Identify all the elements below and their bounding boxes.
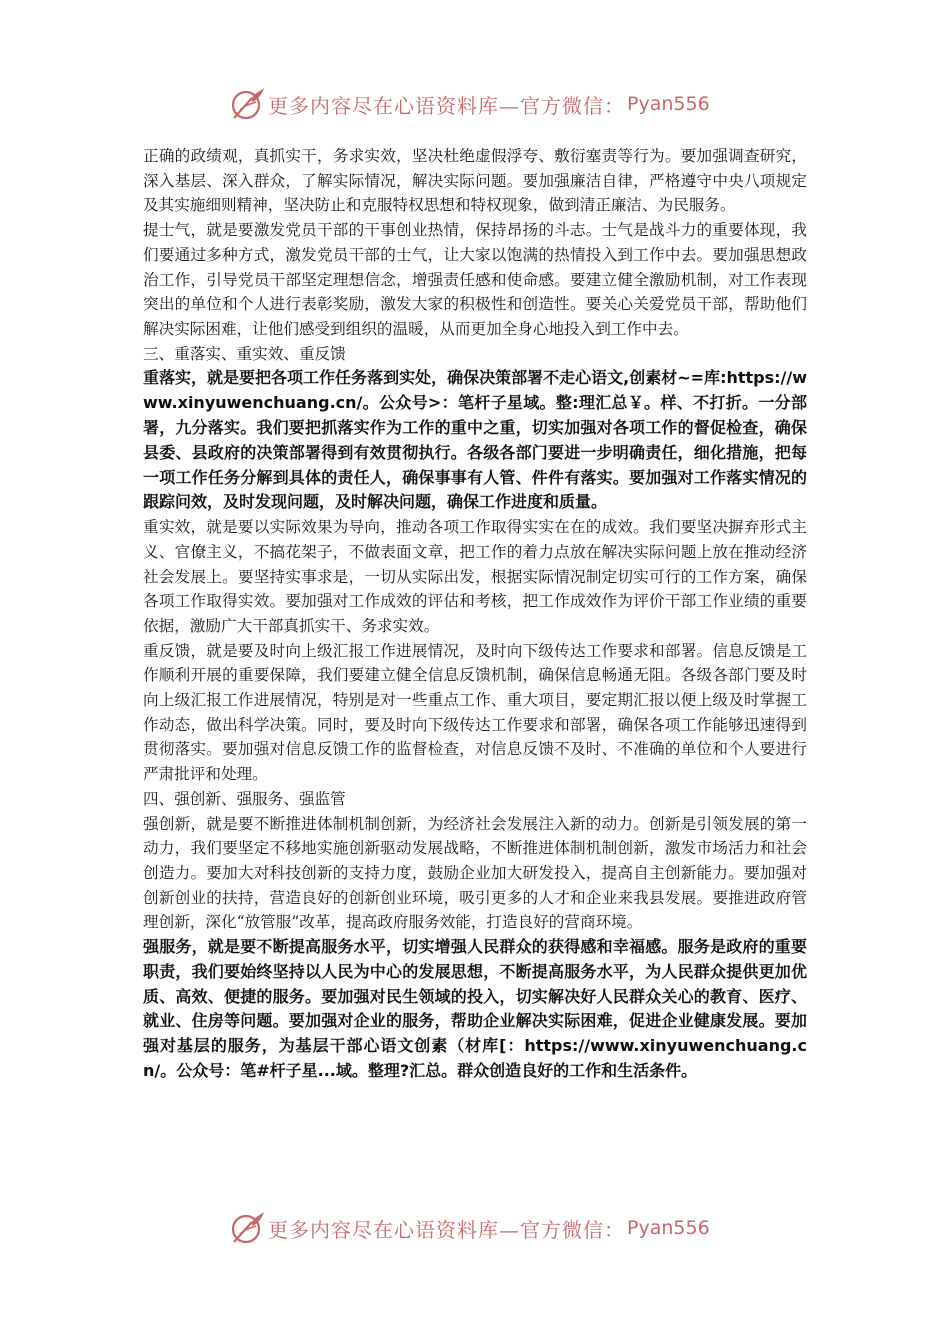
header-watermark bbox=[226, 84, 710, 124]
paragraph: 强创新，就是要不断推进体制机制创新，为经济社会发展注入新的动力。创新是引领发展的第一动力，我们要坚定不移地实施创新驱动发展战略，不断推进体制机制创新，激发市场活力和社会创造力。要加大对科技创新的支持力度，鼓励企业加大研发投入，提高自主创新能力。要加强对创新创业的扶持，营造良好的创新创业环境，吸引更多的人才和企业来我县发展。要推进政府管理创新，深化“放管服”改革，提高政府服务效能，打造良好的营商环境。 bbox=[143, 814, 807, 932]
document-body bbox=[143, 144, 807, 1084]
watermark-text: 更多内容尽在心语资料库—官方微信： bbox=[268, 1217, 625, 1242]
quill-logo-icon bbox=[226, 84, 266, 124]
watermark-wechat-id: Pyan556 bbox=[627, 1217, 710, 1239]
quill-logo-icon bbox=[226, 1208, 266, 1248]
watermark-wechat-id: Pyan556 bbox=[627, 93, 710, 115]
paragraph: 提士气，就是要激发党员干部的干事创业热情，保持昂扬的斗志。士气是战斗力的重要体现，我们要通过多种方式，激发党员干部的士气，让大家以饱满的热情投入到工作中去。要加强思想政治工作，引导党员干部坚定理想信念，增强责任感和使命感。要建立健全激励机制，对工作表现突出的单位和个人进行表彰奖励，激发大家的积极性和创造性。要关心关爱党员干部，帮助他们解决实际困难，让他们感受到组织的温暖，从而更加全身心地投入到工作中去。 bbox=[143, 221, 807, 338]
section-heading: 三、重落实、重实效、重反馈 bbox=[143, 344, 346, 363]
watermark-text: 更多内容尽在心语资料库—官方微信： bbox=[268, 93, 625, 118]
paragraph-bold: 重落实，就是要把各项工作任务落到实处，确保决策部署不走心语文,创素材~=库:https://www.xinyuwenchuang.cn/。公众号>：笔杆子星域。整:理汇总￥。样、不打折。一分部署，九分落实。我们要把抓落实作为工作的重中之重，切实加强对各项工作的督促检查，确保县委、县政府的决策部署得到有效贯彻执行。各级各部门要进一步明确责任，细化措施，把每一项工作任务分解到具体的责任人，确保事事有人管、件件有落实。要加强对工作落实情况的跟踪问效，及时发现问题，及时解决问题，确保工作进度和质量。 bbox=[143, 368, 807, 512]
footer-watermark bbox=[226, 1208, 710, 1248]
paragraph: 重实效，就是要以实际效果为导向，推动各项工作取得实实在在的成效。我们要坚决摒弃形式主义、官僚主义，不搞花架子，不做表面文章，把工作的着力点放在解决实际问题上放在推动经济社会发展上。要坚持实事求是，一切从实际出发，根据实际情况制定切实可行的工作方案，确保各项工作取得实效。要加强对工作成效的评估和考核，把工作成效作为评价干部工作业绩的重要依据，激励广大干部真抓实干、务求实效。 bbox=[143, 518, 807, 635]
section-heading: 四、强创新、强服务、强监管 bbox=[143, 789, 346, 808]
paragraph: 重反馈，就是要及时向上级汇报工作进展情况，及时向下级传达工作要求和部署。信息反馈是工作顺利开展的重要保障，我们要建立健全信息反馈机制，确保信息畅通无阻。各级各部门要及时向上级汇报工作进展情况，特别是对一些重点工作、重大项目，要定期汇报以便上级及时掌握工作动态，做出科学决策。同时，要及时向下级传达工作要求和部署，确保各项工作能够迅速得到贯彻落实。要加强对信息反馈工作的监督检查，对信息反馈不及时、不准确的单位和个人要进行严肃批评和处理。 bbox=[143, 641, 807, 784]
paragraph: 正确的政绩观，真抓实干，务求实效，坚决杜绝虚假浮夸、敷衍塞责等行为。要加强调查研究，深入基层、深入群众，了解实际情况，解决实际问题。要加强廉洁自律，严格遵守中央八项规定及其实施细则精神，坚决防止和克服特权思想和特权现象，做到清正廉洁、为民服务。 bbox=[143, 147, 807, 215]
paragraph-bold: 强服务，就是要不断提高服务水平，切实增强人民群众的获得感和幸福感。服务是政府的重要职责，我们要始终坚持以人民为中心的发展思想，不断提高服务水平，为人民群众提供更加优质、高效、便捷的服务。要加强对民生领域的投入，切实解决好人民群众关心的教育、医疗、就业、住房等问题。要加强对企业的服务，帮助企业解决实际困难，促进企业健康发展。要加强对基层的服务，为基层干部心语文创素（材库[：https://www.xinyuwenchuang.cn/。公众号：笔#杆子星...域。整理?汇总。群众创造良好的工作和生活条件。 bbox=[143, 937, 807, 1081]
